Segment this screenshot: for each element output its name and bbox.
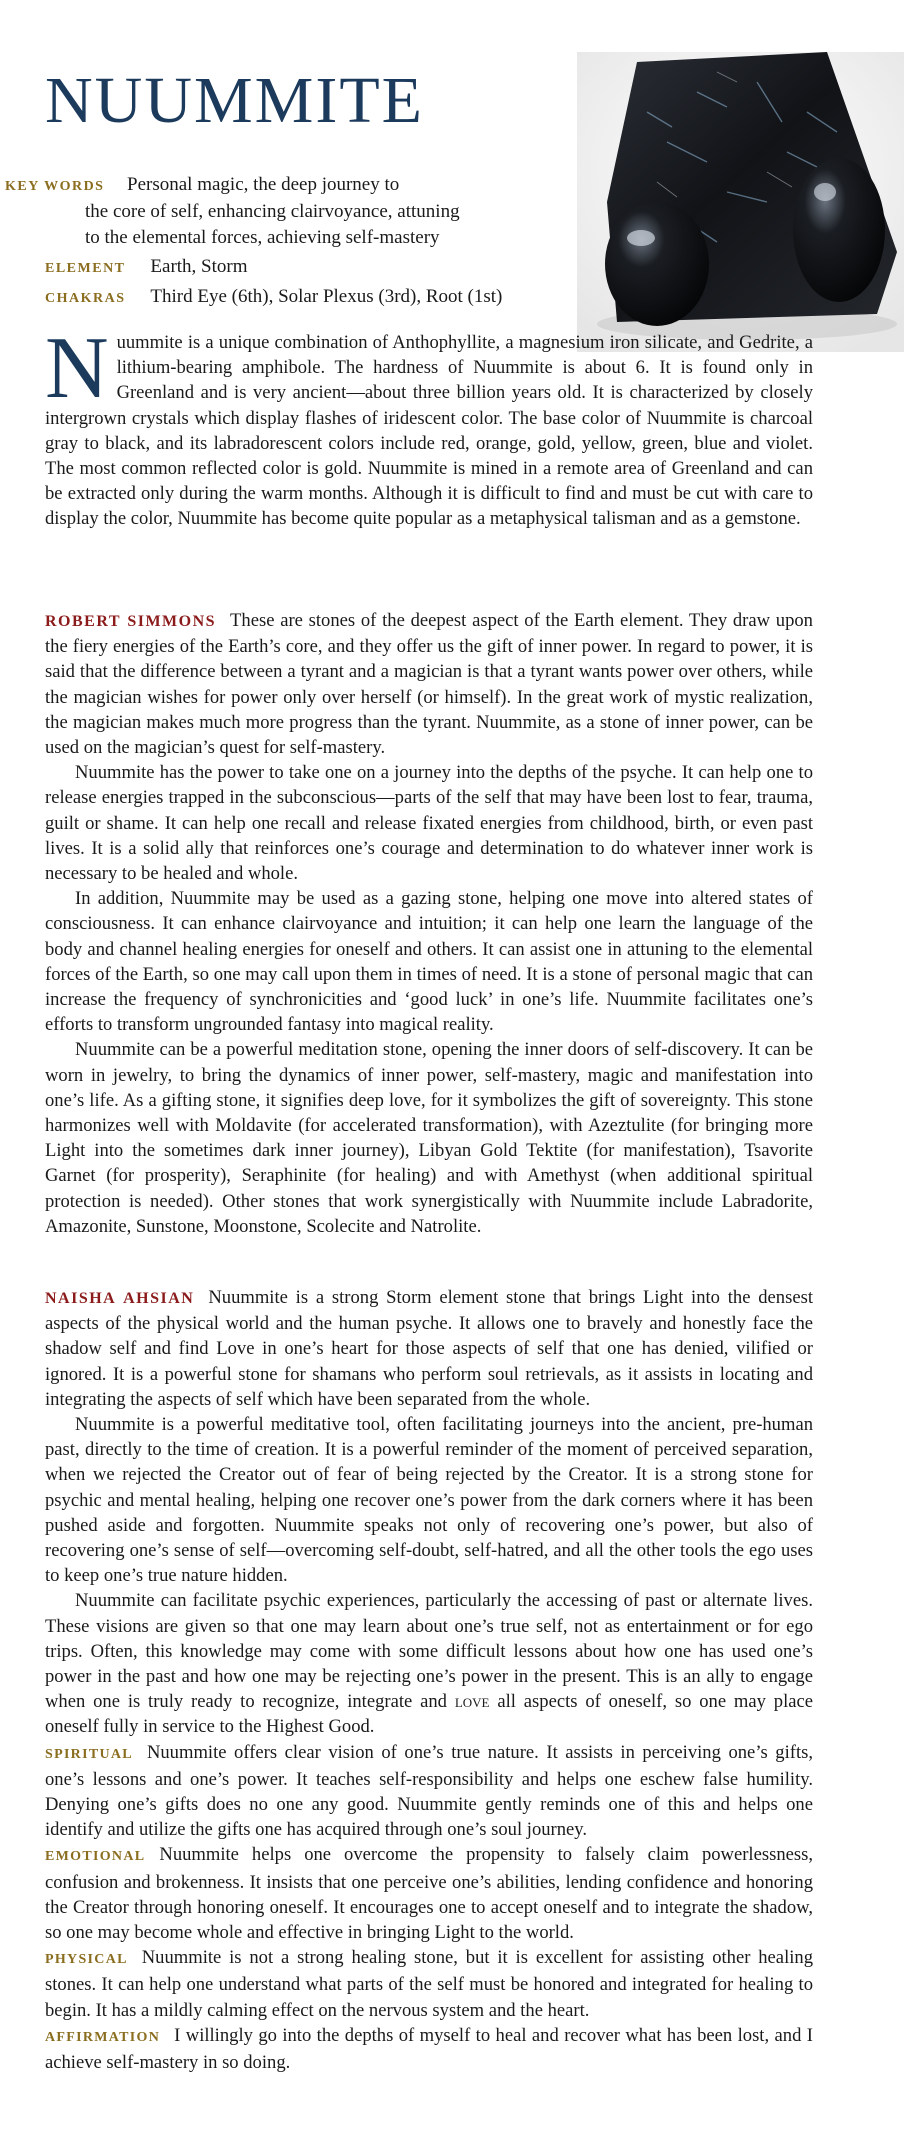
emotional-paragraph	[45, 1842, 813, 1945]
keywords-line-2: the core of self, enhancing clairvoyance, attuning	[85, 201, 460, 222]
affirmation-label: AFFIRMATION	[45, 2029, 161, 2045]
simmons-section	[45, 608, 813, 1239]
chakras-row	[45, 284, 565, 311]
affirmation-text: I willingly go into the depths of myself to heal and recover what has been lost, and I achieve self-mastery in so doing.	[45, 2024, 813, 2074]
emotional-label: EMOTIONAL	[45, 1849, 146, 1865]
intro-text: uummite is a unique combination of Anthophyllite, a magnesium iron silicate, and Gedrite, a lithium-bearing amphibole. The hardness of Nuummite is about 6. It is found only in Greenland and is very ancient—about three billion years old. It is characterized by closely intergrown crystals which display flashes of iridescent color. The base color of Nuummite is charcoal gray to black, and its labradorescent colors include red, orange, gold, yellow, green, blue and violet. The most common reflected color is gold. Nuummite is mined in a remote area of Greenland and can be extracted only during the warm months. Although it is difficult to find and must be cut with care to display the color, Nuummite has become quite popular as a metaphysical talisman and as a gemstone.	[45, 332, 813, 530]
ahsian-p2: Nuummite is a powerful meditative tool, often facilitating journeys into the ancient, pre-human past, directly to the time of creation. It is a powerful reminder of the moment of perceived separation, when we rejected the Creator out of fear of being rejected by the Creator. It is a strong stone for psychic and mental healing, helping one recover one’s power from the dark corners where it has been pushed aside and forgotten. Nuummite speaks not only of recovering one’s power, but also of recovering one’s sense of self—overcoming self-doubt, self-hatred, and all the other tools the ego uses to keep one’s true nature hidden.	[45, 1414, 813, 1587]
keywords-row	[5, 172, 565, 251]
ahsian-p1	[45, 1285, 813, 1412]
affirmation-paragraph	[45, 2023, 813, 2075]
physical-text: Nuummite is not a strong healing stone, but it is excellent for assisting other healing stones. It can help one understand what parts of the self must be honored and integrated for healing to begin. It has a mildly calming effect on the nervous system and the heart.	[45, 1947, 813, 2021]
dropcap: N	[45, 320, 109, 417]
nuummite-stone-photo	[577, 52, 904, 352]
spiritual-paragraph	[45, 1740, 813, 1843]
physical-label: PHYSICAL	[45, 1952, 128, 1968]
author-simmons: ROBERT SIMMONS	[45, 613, 217, 630]
emotional-text: Nuummite helps one overcome the propensity to falsely claim powerlessness, confusion and brokenness. It insists that one perceive one’s abilities, lending confidence and honoring the Creator through honoring oneself. It encourages one to accept oneself and to integrate the shadow, so one may become whole and effective in bringing Light to the world.	[45, 1844, 813, 1944]
keywords-label: KEY WORDS	[5, 179, 105, 194]
simmons-p4: Nuummite can be a powerful meditation stone, opening the inner doors of self-discovery. It can be worn in jewelry, to bring the dynamics of inner power, self-mastery, magic and manifestation into one’s life. As a gifting stone, it signifies deep love, for it symbolizes the gift of sovereignty. This stone harmonizes well with Moldavite (for accelerated transformation), with Azeztulite (for bringing more Light into the sometimes dark inner journey), Libyan Gold Tektite (for manifestation), Tsavorite Garnet (for prosperity), Seraphinite (for healing) and with Amethyst (when additional spiritual protection is needed). Other stones that work synergistically with Nuummite include Labradorite, Amazonite, Sunstone, Moonstone, Scolecite and Natrolite.	[45, 1039, 813, 1237]
ahsian-section	[45, 1285, 813, 2075]
ahsian-p3-text-a: Nuummite can facilitate psychic experiences, particularly the accessing of past or alternate lives. These visions are given so that one may learn about one’s true self, not as entertainment or for ego trips. Often, this knowledge may come with some difficult lessons about how one has used one’s power in the past and how one may be rejecting one’s power in the present. This is an ally to engage when one is truly ready to recognize, integrate and	[45, 1590, 813, 1713]
chakras-value: Third Eye (6th), Solar Plexus (3rd), Root (1st)	[150, 286, 503, 307]
simmons-p3: In addition, Nuummite may be used as a gazing stone, helping one move into altered states of consciousness. It can enhance clairvoyance and intuition; it can help one learn the language of the body and channel healing energies for oneself and others. It can assist one in attuning to the elemental forces of the Earth, so one may call upon them in times of need. It is a stone of personal magic that can increase the frequency of synchronicities and ‘good luck’ in one’s life. Nuummite facilitates one’s efforts to transform ungrounded fantasy into magical reality.	[45, 888, 813, 1036]
spiritual-label: SPIRITUAL	[45, 1746, 133, 1762]
spiritual-text: Nuummite offers clear vision of one’s true nature. It assists in perceiving one’s gifts, one’s lessons and one’s power. It teaches self-responsibility and helps one eschew false humility. Denying one’s gifts does no one any good. Nuummite gently reminds one of this and helps one identify and utilize the gifts one has acquired through one’s soul journey.	[45, 1741, 813, 1841]
element-label: ELEMENT	[45, 261, 126, 276]
keywords-line-1: Personal magic, the deep journey to	[127, 174, 400, 195]
ahsian-p3	[45, 1588, 813, 1739]
gem-meta	[5, 172, 565, 314]
author-ahsian: NAISHA AHSIAN	[45, 1290, 195, 1307]
page-title: NUUMMITE	[45, 64, 424, 137]
keywords-line-3: to the elemental forces, achieving self-mastery	[85, 227, 440, 248]
simmons-p1	[45, 608, 813, 760]
simmons-p1-text: These are stones of the deepest aspect of the Earth element. They draw upon the fiery energies of the Earth’s core, and they offer us the gift of inner power. In regard to power, it is said that the difference between a tyrant and a magician is that a tyrant wants power over others, while the magician wishes for power only over herself (or himself). In the great work of mystic realization, the magician makes much more progress than the tyrant. Nuummite, as a stone of inner power, can be used on the magician’s quest for self-mastery.	[45, 610, 813, 759]
simmons-p2: Nuummite has the power to take one on a journey into the depths of the psyche. It can help one to release energies trapped in the subconscious—parts of the self that may have been lost to fear, trauma, guilt or shame. It can help one recall and release fixated energies from childhood, birth, or even past lives. It is a solid ally that reinforces one’s courage and determination to do whatever inner work is necessary to be healed and whole.	[45, 762, 813, 885]
ahsian-p3-love: love	[454, 1691, 490, 1713]
element-value: Earth, Storm	[150, 256, 248, 277]
element-row	[45, 254, 565, 281]
intro-paragraph	[45, 320, 813, 532]
ahsian-p3-text-b: all aspects of oneself, so one may place oneself fully in service to the Highest Good.	[45, 1691, 814, 1738]
chakras-label: CHAKRAS	[45, 291, 126, 306]
ahsian-p1-text: Nuummite is a strong Storm element stone that brings Light into the densest aspects of the physical world and the human psyche. It allows one to bravely and honestly face the shadow self and find Love in one’s heart for those aspects of self that one has denied, vilified or ignored. It is a powerful stone for shamans who perform soul retrievals, as it assists in locating and integrating the aspects of self which have been separated from the whole.	[45, 1287, 813, 1410]
physical-paragraph	[45, 1945, 813, 2023]
